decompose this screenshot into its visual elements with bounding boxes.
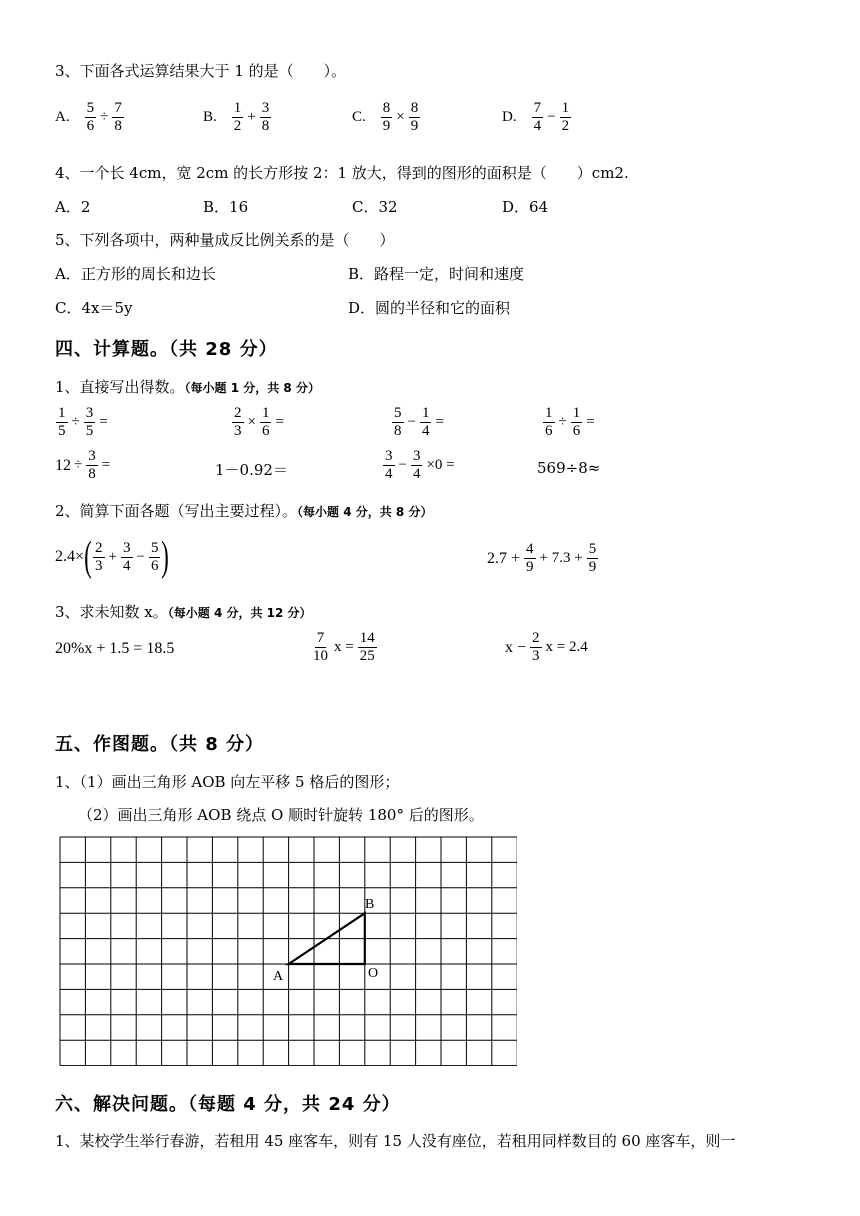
operator: ×	[396, 109, 405, 125]
calc-r2-1	[55, 448, 113, 483]
simplify-1	[55, 536, 169, 578]
fraction: $\frac{5}{6}$	[150, 539, 159, 574]
calc-r1-1	[55, 405, 111, 440]
operator: x =	[334, 639, 354, 655]
point-a-label: A	[273, 969, 284, 984]
q5-option-a: A．正方形的周长和边长	[55, 265, 216, 283]
fraction: $\frac{5}{6}$	[86, 100, 95, 134]
part-label: 1、直接写出得数。	[55, 378, 185, 396]
q4-option-a: A．2	[55, 198, 91, 216]
prefix: x −	[505, 638, 527, 656]
operator: ×	[247, 414, 256, 430]
equation-3	[505, 630, 591, 665]
q3-option-d-letter: D.	[502, 109, 517, 125]
fraction: $\frac{1}{6}$	[545, 405, 553, 439]
operator: −	[398, 457, 407, 473]
q4-option-b: B．16	[203, 198, 249, 216]
fraction: $\frac{7}{10}$	[313, 630, 328, 664]
q4-stem: 4、一个长 4cm，宽 2cm 的长方形按 2：1 放大，得到的图形的面积是（ ）cm2.	[55, 164, 629, 182]
fraction: $\frac{2}{3}$	[532, 630, 540, 664]
calc-r2-4: 569÷8≈	[537, 459, 601, 477]
fraction: $\frac{1}{6}$	[572, 405, 581, 439]
fraction: $\frac{3}{4}$	[412, 448, 421, 482]
q5-option-d: D．圆的半径和它的面积	[348, 299, 511, 317]
q3-option-a-letter: A.	[55, 109, 70, 125]
fraction: $\frac{1}{2}$	[561, 100, 570, 134]
q4-option-c: C．32	[352, 198, 398, 216]
q5-stem: 5、下列各项中，两种量成反比例关系的是（ ）	[55, 231, 395, 249]
equals: =	[101, 457, 111, 473]
operator: −	[547, 109, 556, 125]
operator: −	[136, 548, 145, 565]
part-label: 2、简算下面各题（写出主要过程）。	[55, 502, 298, 520]
equation-2	[310, 630, 378, 665]
sec5-line1: 1、（1）画出三角形 AOB 向左平移 5 格后的图形；	[55, 773, 400, 791]
operator: +	[108, 548, 117, 565]
sec4-part1-label	[55, 376, 320, 397]
sec5-line2: （2）画出三角形 AOB 绕点 O 顺时针旋转 180° 后的图形。	[78, 806, 484, 824]
left-paren: (	[84, 534, 92, 580]
fraction: $\frac{3}{8}$	[261, 100, 270, 134]
score-note: （每小题 4 分，共 12 分）	[167, 606, 312, 620]
fraction: $\frac{5}{8}$	[394, 405, 402, 439]
fraction: $\frac{7}{8}$	[114, 100, 122, 134]
sec4-part3-label	[55, 601, 312, 622]
prefix: 2.7 +	[487, 549, 521, 567]
fraction: $\frac{8}{9}$	[382, 100, 391, 134]
point-b-label: B	[365, 897, 375, 912]
fraction: $\frac{1}{6}$	[261, 405, 270, 439]
q3-option-b	[203, 100, 272, 135]
calc-r1-4	[542, 405, 598, 440]
equation-1: 20%x + 1.5 = 18.5	[55, 640, 175, 657]
score-note: （每小题 4 分，共 8 分）	[297, 505, 433, 519]
q3-option-a	[55, 100, 125, 135]
calc-r2-3	[382, 448, 458, 483]
q5-option-c: C．4x＝5y	[55, 299, 133, 317]
tail: ×0 =	[426, 457, 455, 473]
fraction: $\frac{14}{25}$	[359, 630, 375, 664]
simplify-2	[487, 541, 599, 576]
fraction: $\frac{3}{4}$	[385, 448, 393, 482]
number: 12	[55, 456, 71, 474]
q3-option-c-letter: C.	[352, 109, 366, 125]
fraction: $\frac{8}{9}$	[410, 100, 419, 134]
q5-option-b: B．路程一定，时间和速度	[348, 265, 525, 283]
operator: ÷	[74, 457, 83, 473]
calc-r1-3	[391, 405, 447, 440]
fraction: $\frac{3}{4}$	[123, 539, 131, 574]
operator: −	[407, 414, 416, 430]
drawing-grid	[59, 836, 517, 1066]
q4-option-d: D．64	[502, 198, 549, 216]
part-label: 3、求未知数 x。	[55, 603, 168, 621]
fraction: $\frac{3}{5}$	[85, 405, 94, 439]
fraction: $\frac{1}{4}$	[421, 405, 430, 439]
prefix: 2.4×	[55, 548, 85, 565]
grid-svg	[59, 836, 517, 1066]
fraction: $\frac{2}{3}$	[95, 539, 103, 574]
fraction: $\frac{1}{2}$	[233, 100, 242, 134]
sec6-q1: 1、某校学生举行春游，若租用 45 座客车，则有 15 人没有座位，若租用同样数目的 60 座客车，则一	[55, 1132, 736, 1150]
fraction: $\frac{2}{3}$	[234, 405, 242, 439]
operator: + 7.3 +	[539, 550, 583, 566]
q3-stem: 3、下面各式运算结果大于 1 的是（ ）。	[55, 62, 347, 80]
operator: +	[247, 109, 256, 125]
calc-r2-2: 1－0.92＝	[215, 461, 288, 479]
point-o-label: O	[368, 966, 379, 981]
fraction: $\frac{1}{5}$	[58, 405, 66, 439]
right-paren: )	[161, 534, 170, 580]
equals: =	[99, 414, 108, 430]
calc-r1-2	[231, 405, 287, 440]
score-note: （每小题 1 分，共 8 分）	[184, 381, 320, 395]
q3-option-b-letter: B.	[203, 109, 217, 125]
fraction: $\frac{3}{8}$	[88, 448, 96, 482]
operator: ÷	[100, 109, 109, 125]
q3-option-d	[502, 100, 572, 135]
operator: ÷	[558, 414, 567, 430]
operator: ÷	[71, 414, 80, 430]
fraction: $\frac{7}{4}$	[533, 100, 542, 134]
section-4-title: 四、计算题。（共 28 分）	[55, 339, 278, 360]
fraction: $\frac{4}{9}$	[526, 541, 534, 575]
equals: =	[586, 414, 595, 430]
section-6-title: 六、解决问题。（每题 4 分，共 24 分）	[55, 1094, 401, 1115]
sec4-part2-label	[55, 500, 432, 521]
tail: x = 2.4	[545, 639, 588, 655]
fraction: $\frac{5}{9}$	[588, 541, 597, 575]
section-5-title: 五、作图题。（共 8 分）	[55, 734, 265, 755]
equals: =	[275, 414, 284, 430]
q3-option-c	[352, 100, 421, 135]
equals: =	[435, 414, 444, 430]
